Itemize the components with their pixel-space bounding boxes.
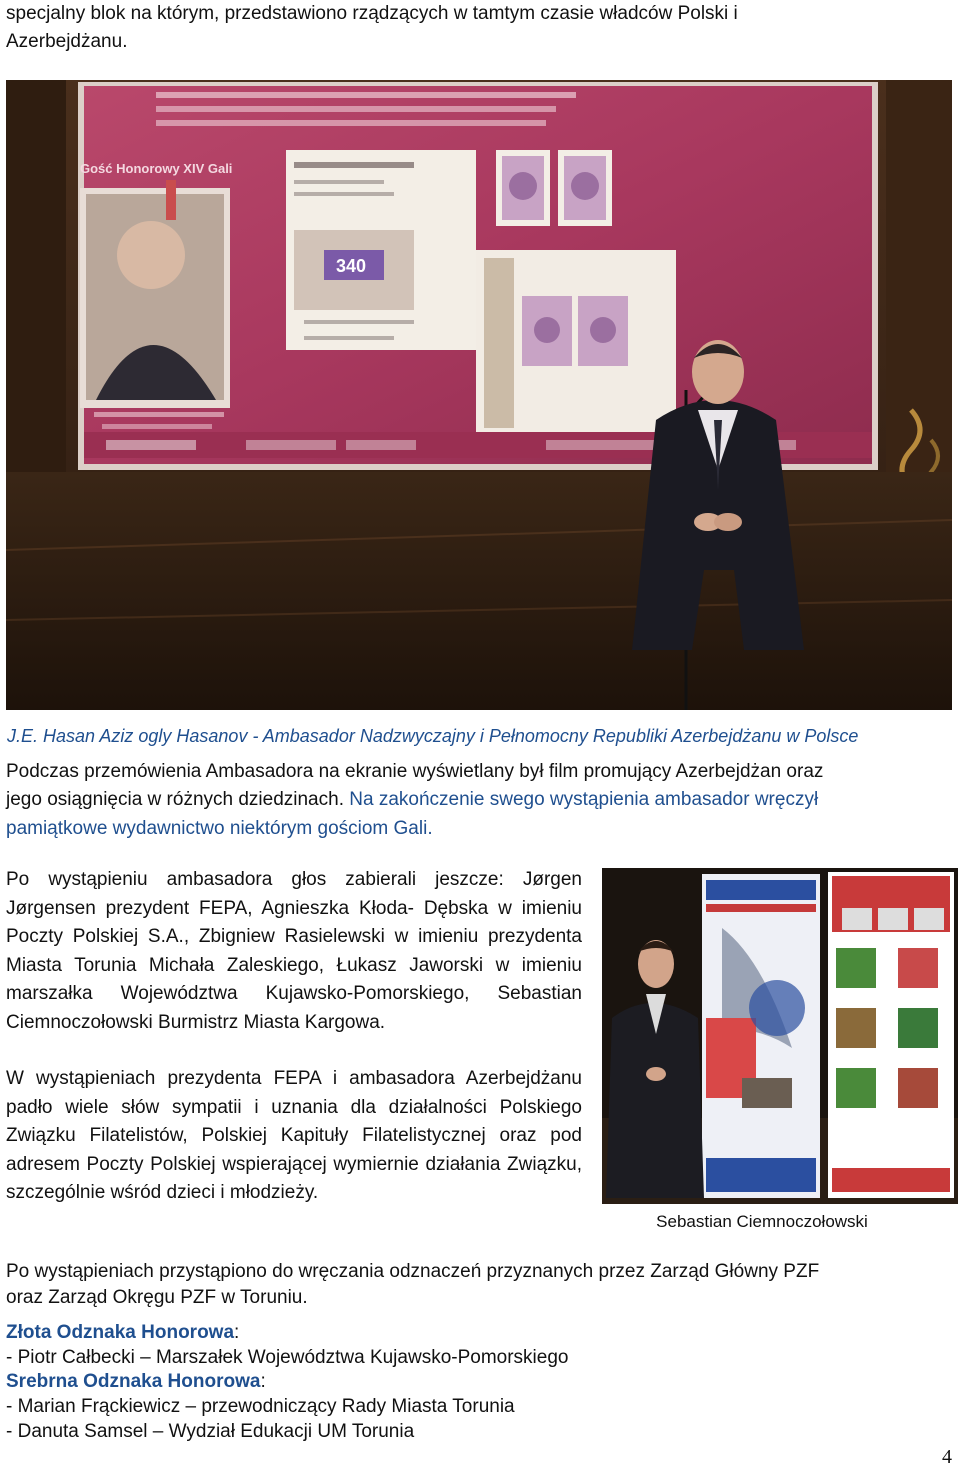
para2: Po wystąpieniu ambasadora głos zabierali jeszcze: Jørgen Jørgensen prezydent FEPA, Agnieszka Kłoda- Dębska w imieniu Poczty Polskiej S.A., Zbigniew Rasielewski w imieniu prezydenta Miasta Torunia Michała Zaleskiego, Łukasz Jaworski w imieniu marszałka Województwa Kujawsko-Pomorskiego, Sebastian Ciemnoczołowski Burmistrz Miasta Kargowa. (6, 869, 582, 1033)
para1-line-1: Podczas przemówienia Ambasadora na ekranie wyświetlany był film promujący Azerbejdżan oraz (6, 761, 824, 782)
silver-award-colon: : (260, 1371, 266, 1392)
photo-ambassador-speech (6, 80, 952, 710)
intro-line-2: Azerbejdżanu. (6, 31, 128, 52)
intro-line-1: specjalny blok na którym, przedstawiono rządzących w tamtym czasie władców Polski i (6, 3, 738, 24)
silver-award-label: Srebrna Odznaka Honorowa (6, 1371, 261, 1392)
gold-award-label: Złota Odznaka Honorowa (6, 1322, 235, 1343)
screen-title: Gość Honorowy XIV Gali (80, 161, 233, 176)
photo-speaker-banners-image (602, 868, 958, 1204)
para1-line-2a: jego osiągnięcia w różnych dziedzinach. (6, 789, 344, 810)
photo-speaker-banners (602, 868, 958, 1204)
page-number: 4 (942, 1446, 952, 1468)
photo-caption-speaker: Sebastian Ciemnoczołowski (656, 1212, 868, 1231)
silver-award-item: - Danuta Samsel – Wydział Edukacji UM Torunia (6, 1421, 415, 1442)
para4-line-1: Po wystąpieniach przystąpiono do wręczania odznaczeń przyznanych przez Zarząd Główny PZF (6, 1261, 820, 1282)
photo-ambassador-speech-image (6, 80, 952, 710)
para3: W wystąpieniach prezydenta FEPA i ambasadora Azerbejdżanu padło wiele słów sympatii i uznania dla działalności Polskiego Związku Filatelistów, Polskiej Kapituły Filatelistycznej oraz pod adresem Poczty Polskiej wspierającej wymiernie działania Związku, szczególnie wśród dzieci i młodzieży. (6, 1068, 582, 1204)
para4-line-2: oraz Zarząd Okręgu PZF w Toruniu. (6, 1287, 308, 1308)
para1-line-3: pamiątkowe wydawnictwo niektórym gościom Gali. (6, 818, 433, 839)
gold-award-item: - Piotr Całbecki – Marszałek Województwa Kujawsko-Pomorskiego (6, 1347, 569, 1368)
silver-award-item: - Marian Frąckiewicz – przewodniczący Rady Miasta Torunia (6, 1396, 515, 1417)
para1-line-2b: Na zakończenie swego wystąpienia ambasador wręczył (343, 789, 819, 810)
gold-award-colon: : (234, 1322, 240, 1343)
para1-line-2 (6, 786, 946, 815)
screen-badge: 340 (336, 256, 367, 276)
photo-caption-ambassador: J.E. Hasan Aziz ogly Hasanov - Ambasador Nadzwyczajny i Pełnomocny Republiki Azerbejdżanu w Polsce (7, 726, 859, 746)
